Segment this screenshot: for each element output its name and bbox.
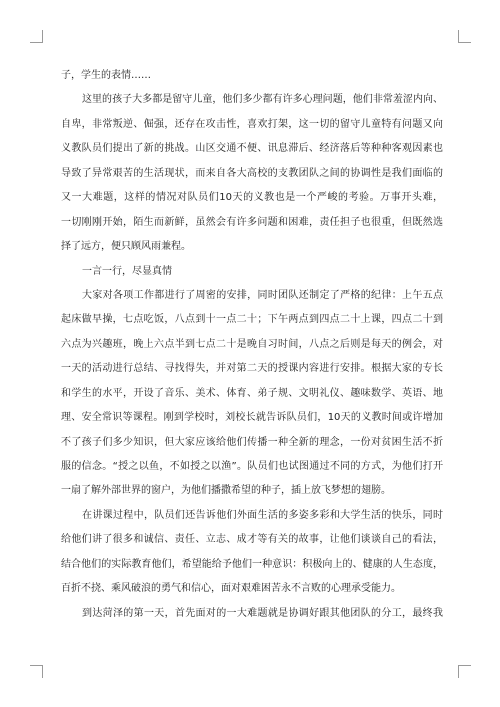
- crop-mark-bottom-right: [458, 665, 471, 678]
- text-line: 和学生的水平，开设了音乐、美术、体育、弟子规、文明礼仪、趣味数学、英语、地: [61, 387, 443, 399]
- text-line: 起床做早操，七点吃饭，八点到十一点二十；下午两点到四点二十上课，四点二十到: [61, 314, 443, 326]
- crop-mark-top-right: [458, 30, 471, 43]
- text-line: 子，学生的表情……: [61, 70, 151, 81]
- text-line: 到达菏泽的第一天，首先面对的一大难题就是协调好跟其他团队的分工，最终我: [82, 607, 443, 619]
- text-line: 百折不挠、乘风破浪的勇气和信心，面对艰难困苦永不言败的心理承受能力。: [61, 583, 401, 595]
- text-line: 大家对各项工作都进行了周密的安排，同时团队还制定了严格的纪律：上午五点: [82, 289, 443, 301]
- text-line: 一扇了解外部世界的窗户，为他们播撒希望的种子，插上放飞梦想的翅膀。: [61, 485, 391, 497]
- text-line: 义教队员们提出了新的挑战。山区交通不便、讯息滞后、经济落后等种种客观因素也: [61, 143, 443, 155]
- text-line: 一天的活动进行总结、寻找得失，并对第二天的授课内容进行安排。根据大家的专长: [61, 363, 443, 375]
- text-line: 一切刚刚开始，陌生而新鲜，虽然会有许多问题和困难，责任担子也很重，但既然选: [61, 216, 443, 228]
- text-line: 不了孩子们多少知识，但大家应该给他们传播一种全新的理念，一份对贫困生活不折: [61, 436, 443, 448]
- text-line: 导致了异常艰苦的生活现状，而来自各大高校的支教团队之间的协调性是我们面临的: [61, 167, 443, 179]
- text-line: 服的信念。“授之以鱼，不如授之以渔”。队员们也试图通过不同的方式，为他们打开: [61, 461, 443, 472]
- text-line: 自卑，非常叛逆、倔强，还存在攻击性，喜欢打架，这一切的留守儿童特有问题又向: [61, 118, 443, 130]
- text-line: 一言一行，尽显真情: [82, 265, 172, 277]
- text-line: 这里的孩子大多都是留守儿童，他们多少都有许多心理问题，他们非常羞涩内向、: [82, 94, 443, 106]
- text-line: 又一大难题，这样的情况对队员们10天的义教也是一个严峻的考验。万事开头难，: [61, 192, 443, 204]
- text-line: 在讲课过程中，队员们还告诉他们外面生活的多姿多彩和大学生活的快乐，同时: [82, 509, 443, 521]
- document-body: [61, 64, 443, 626]
- text-line: 给他们讲了很多和诚信、责任、立志、成才等有关的故事，让他们谈谈自己的看法，: [61, 534, 443, 546]
- text-line: 六点为兴趣班，晚上六点半到七点二十是晚自习时间，八点之后则是每天的例会，对: [61, 338, 443, 350]
- text-line: 理、安全常识等课程。刚到学校时，刘校长就告诉队员们，10天的义教时间或许增加: [61, 412, 443, 424]
- text-line: 结合他们的实际教育他们，希望能给予他们一种意识：积极向上的、健康的人生态度，: [61, 558, 443, 570]
- crop-mark-top-left: [30, 30, 43, 43]
- crop-mark-bottom-left: [30, 665, 43, 678]
- text-line: 择了远方，便只顾风雨兼程。: [61, 241, 191, 253]
